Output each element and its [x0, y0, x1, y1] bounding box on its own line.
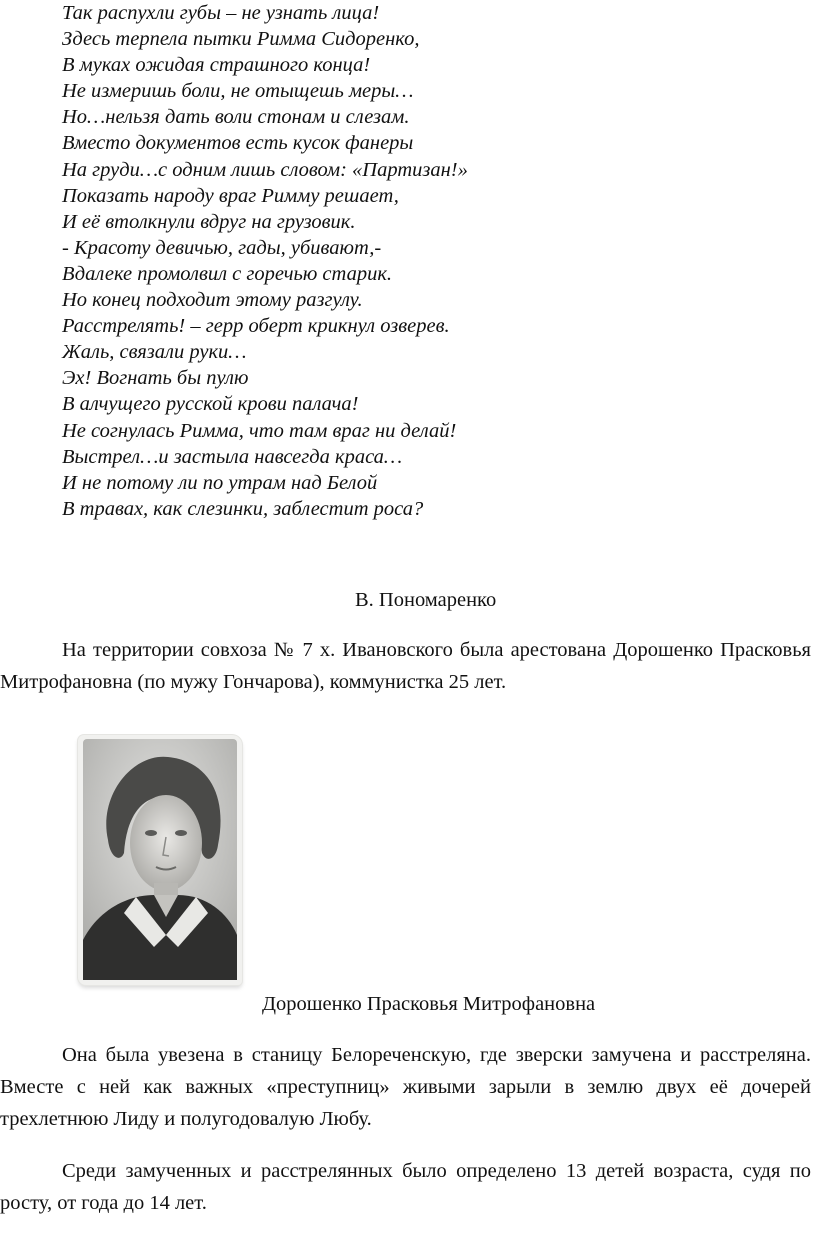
poem-line: Здесь терпела пытки Римма Сидоренко, [62, 28, 420, 51]
poem-line: Показать народу враг Римму решает, [62, 184, 399, 207]
poem [62, 0, 802, 522]
poem-line: Не измеришь боли, не отыщешь меры… [62, 80, 414, 103]
portrait-photo [78, 735, 242, 985]
poem-line: Но конец подходит этому разгулу. [62, 289, 363, 312]
poem-line: Жаль, связали руки… [62, 341, 247, 364]
poem-line: Не согнулась Римма, что там враг ни делай! [62, 419, 457, 442]
poem-line: На груди…с одним лишь словом: «Партизан!» [62, 158, 468, 181]
poem-line: В алчущего русской крови палача! [62, 393, 359, 416]
poem-author: В. Пономаренко [355, 589, 497, 611]
poem-line: Эх! Вогнать бы пулю [62, 367, 249, 390]
paragraph-children: Среди замученных и расстрелянных было определено 13 детей возраста, судя по росту, от года до 14 лет. [0, 1160, 811, 1214]
poem-line: Расстрелять! – герр оберт крикнул озверев. [62, 315, 450, 338]
poem-line: Но…нельзя дать воли стонам и слезам. [62, 106, 410, 129]
photo-caption: Дорошенко Прасковья Митрофановна [262, 993, 596, 1015]
portrait-illustration [78, 735, 242, 985]
poem-line: В муках ожидая страшного конца! [62, 54, 371, 77]
paragraph-arrest: На территории совхоза № 7 х. Ивановского была арестована Дорошенко Прасковья Митрофановна (по мужу Гончарова), коммунистка 25 лет. [0, 639, 811, 693]
poem-line: Так распухли губы – не узнать лица! [62, 2, 380, 24]
poem-line: И не потому ли по утрам над Белой [62, 471, 378, 494]
poem-line: Выстрел…и застыла навсегда краса… [62, 445, 403, 468]
poem-line: Вдалеке промолвил с горечью старик. [62, 262, 393, 285]
poem-line: - Красоту девичью, гады, убивают,- [62, 236, 382, 259]
poem-line: Вместо документов есть кусок фанеры [62, 132, 414, 155]
paragraph-execution: Она была увезена в станицу Белореченскую, где зверски замучена и расстреляна. Вместе с ней как важных «преступниц» живыми зарыли в землю двух её дочерей трехлетнюю Лиду и полугодовалую Любу. [0, 1044, 811, 1130]
poem-line: И её втолкнули вдруг на грузовик. [62, 210, 356, 233]
poem-line: В травах, как слезинки, заблестит роса? [62, 497, 424, 520]
